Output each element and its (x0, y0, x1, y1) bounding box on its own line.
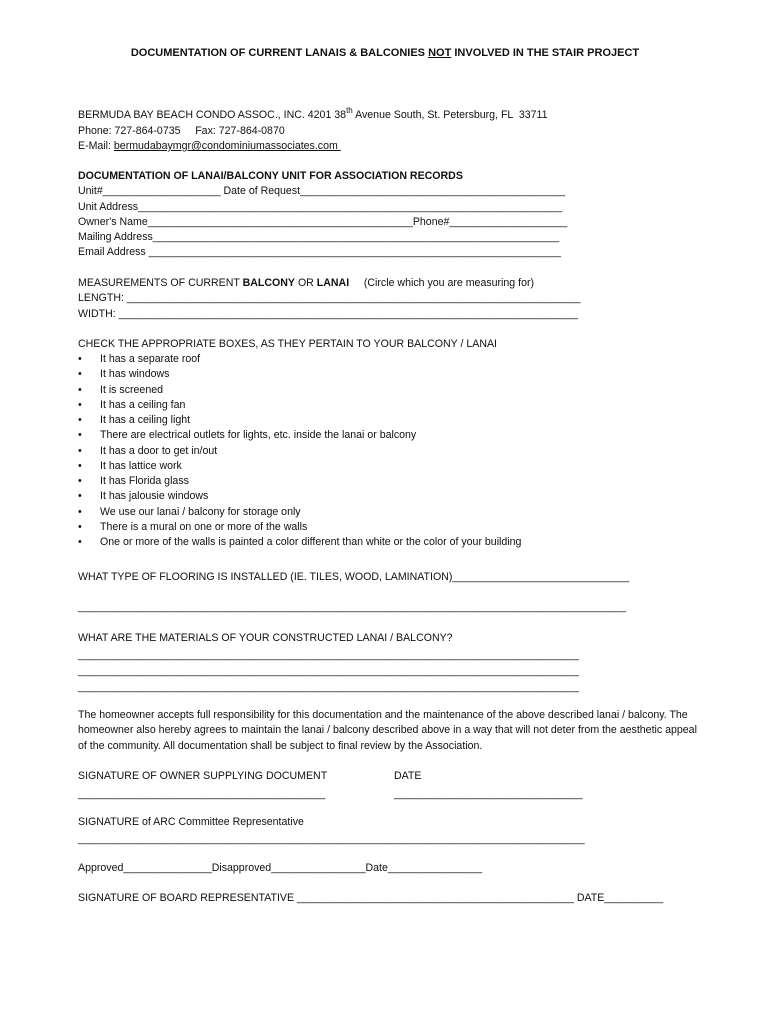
bullet-icon: • (78, 520, 82, 533)
lanai-option[interactable]: LANAI (316, 277, 350, 289)
mailing-address-field[interactable]: Mailing Address_____________________________________________________________________ (78, 231, 560, 243)
length-field[interactable]: LENGTH: _____________________________________________________________________________ (78, 292, 581, 304)
bullet-icon: • (78, 475, 82, 487)
materials-blank-3[interactable]: _____________________________________________________________________________________ (78, 681, 579, 693)
bullet-icon: • (78, 368, 82, 381)
checklist-item[interactable] (78, 383, 521, 398)
unit-address-field[interactable]: Unit Address________________________________________________________________________ (78, 201, 563, 213)
checklist-item[interactable] (78, 505, 521, 520)
unit-date-field[interactable]: Unit#____________________ Date of Request_____________________________________________ (78, 185, 566, 197)
checklist-item[interactable] (78, 520, 521, 535)
date-line[interactable]: ________________________________ (394, 788, 583, 800)
bullet-icon: • (78, 414, 82, 426)
bullet-icon: • (78, 505, 82, 518)
balcony-option[interactable]: BALCONY (242, 277, 295, 289)
flooring-question[interactable]: WHAT TYPE OF FLOORING IS INSTALLED (IE. TILES, WOOD, LAMINATION)______________________________ (78, 571, 630, 583)
records-heading: DOCUMENTATION OF LANAI/BALCONY UNIT FOR ASSOCIATION RECORDS (78, 170, 463, 182)
page-title: DOCUMENTATION OF CURRENT LANAIS & BALCONIES NOT INVOLVED IN THE STAIR PROJECT (130, 47, 640, 59)
width-field[interactable]: WIDTH: ______________________________________________________________________________ (78, 308, 579, 320)
bullet-icon: • (78, 459, 82, 472)
approval-line[interactable]: Approved_______________Disapproved________________Date________________ (78, 862, 483, 874)
checklist-item-label: It has Florida glass (100, 475, 189, 487)
checklist-item-label: It has a separate roof (100, 353, 201, 365)
bullet-icon: • (78, 398, 82, 411)
checklist-item-label: There is a mural on one or more of the walls (100, 520, 308, 533)
bullet-icon: • (78, 444, 82, 457)
bullet-icon: • (78, 353, 82, 365)
checklist-item-label: There are electrical outlets for lights, etc. inside the lanai or balcony (100, 429, 417, 442)
checklist-item-label: It has a ceiling fan (100, 398, 186, 411)
checklist-item-label: It has a door to get in/out (100, 444, 218, 457)
bullet-icon: • (78, 536, 82, 548)
checklist-item-label: It is screened (100, 383, 164, 396)
date-label: DATE (394, 770, 422, 782)
checklist-item-label: It has jalousie windows (100, 490, 209, 503)
association-phone-fax: Phone: 727-864-0735 Fax: 727-864-0870 (78, 125, 285, 137)
owner-phone-field[interactable]: Owner's Name_____________________________________________Phone#____________________ (78, 216, 568, 228)
materials-blank-2[interactable]: _____________________________________________________________________________________ (78, 665, 579, 677)
bullet-icon: • (78, 383, 82, 396)
owner-signature-line[interactable]: __________________________________________ (78, 788, 326, 800)
checklist-item[interactable] (78, 413, 521, 428)
email-address-field[interactable]: Email Address ______________________________________________________________________ (78, 246, 562, 258)
checklist-item-label: It has a ceiling light (100, 414, 191, 426)
responsibility-statement: The homeowner accepts full responsibility for this documentation and the maintenance of the above described lanai / balcony. The homeowner also hereby agrees to maintain the lanai / balcony described above in a way that will not deter from the aesthetic appeal of the community. All documentation shall be subject to final review by the Association. (78, 709, 697, 752)
materials-question: WHAT ARE THE MATERIALS OF YOUR CONSTRUCTED LANAI / BALCONY? (78, 632, 453, 644)
arc-signature-label: SIGNATURE of ARC Committee Representative (78, 816, 304, 828)
association-email: E-Mail: bermudabaymgr@condominiumassociates.com (78, 140, 341, 152)
checklist-item-label: It has lattice work (100, 459, 182, 472)
checklist-item[interactable] (78, 428, 521, 443)
flooring-blank[interactable]: _____________________________________________________________________________________________ (78, 601, 626, 613)
checklist-item-label: It has windows (100, 368, 170, 381)
checklist-item[interactable] (78, 444, 521, 459)
owner-signature-label: SIGNATURE OF OWNER SUPPLYING DOCUMENT (78, 770, 328, 782)
checklist-item[interactable] (78, 352, 521, 367)
measurements-heading: MEASUREMENTS OF CURRENT BALCONY OR LANAI (Circle which you are measuring for) (78, 277, 535, 289)
checklist-item[interactable] (78, 398, 521, 413)
email-link[interactable]: bermudabaymgr@condominiumassociates.com (113, 140, 341, 152)
board-signature-line[interactable]: SIGNATURE OF BOARD REPRESENTATIVE _______________________________________________ DATE__________ (78, 892, 664, 904)
checklist (78, 352, 521, 550)
checklist-item-label: One or more of the walls is painted a color different than white or the color of your building (100, 536, 522, 548)
checklist-item-label: We use our lanai / balcony for storage only (100, 505, 301, 518)
checklist-item[interactable] (78, 474, 521, 489)
checklist-item[interactable] (78, 459, 521, 474)
title-not-emphasis: NOT (428, 47, 452, 59)
checklist-heading: CHECK THE APPROPRIATE BOXES, AS THEY PERTAIN TO YOUR BALCONY / LANAI (78, 338, 497, 350)
checklist-item[interactable] (78, 535, 521, 550)
bullet-icon: • (78, 429, 82, 442)
association-address: BERMUDA BAY BEACH CONDO ASSOC., INC. 4201 38th Avenue South, St. Petersburg, FL 33711 (78, 106, 548, 121)
checklist-item[interactable] (78, 367, 521, 382)
bullet-icon: • (78, 490, 82, 503)
materials-blank-1[interactable]: _____________________________________________________________________________________ (78, 649, 579, 661)
checklist-item[interactable] (78, 489, 521, 504)
arc-signature-line[interactable]: ______________________________________________________________________________________ (78, 833, 585, 845)
